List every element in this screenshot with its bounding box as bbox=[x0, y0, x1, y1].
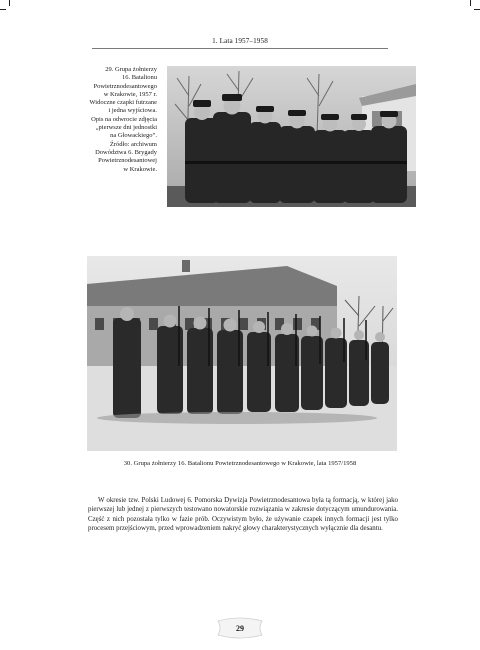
caption-line: Opis na odwrocie zdjęcia bbox=[91, 115, 157, 123]
caption-line: Widoczne czapki futrzane bbox=[89, 99, 157, 107]
caption-line: na Głowackiego”. bbox=[110, 132, 157, 140]
photo-30-soldiers-line bbox=[87, 256, 397, 451]
caption-line: Źródło: archiwum bbox=[109, 140, 157, 148]
photo-29-caption bbox=[64, 66, 157, 174]
crop-mark bbox=[0, 9, 6, 10]
caption-line: 16. Batalionu bbox=[121, 74, 157, 82]
crop-mark bbox=[9, 0, 10, 6]
photo-29-soldiers-group bbox=[167, 66, 416, 207]
caption-line: 29. Grupa żołnierzy bbox=[105, 66, 157, 73]
crop-mark bbox=[474, 9, 480, 10]
caption-line: w Krakowie. bbox=[123, 165, 157, 173]
photo-30-caption: 30. Grupa żołnierzy 16. Batalionu Powietrznodesantowego w Krakowie, lata 1957/1958 bbox=[123, 460, 357, 467]
caption-line: Dowództwa 6. Brygady bbox=[95, 148, 157, 156]
caption-line: Powietrznodesantowego bbox=[93, 82, 157, 90]
header-rule bbox=[92, 48, 388, 49]
caption-line: Powietrznodesantowej bbox=[98, 157, 157, 165]
running-head: 1. Lata 1957–1958 bbox=[212, 37, 268, 45]
caption-line: i jedna wyjściowa. bbox=[108, 107, 157, 115]
caption-line: „pierwsze dni jednostki bbox=[95, 124, 157, 132]
body-text bbox=[88, 496, 398, 533]
page-number: 29 bbox=[236, 624, 244, 633]
body-paragraph: W okresie tzw. Polski Ludowej 6. Pomorska Dywizja Powietrznodesantowa była tą formacją, w której jako pierwszej lub jednej z pierwszych testowano nowatorskie rozwiązania w zakresie dotyczącym umundurowania. Część z nich pozostała tylko w fazie prób. Oczywistym było, że używanie czapek innych formacji jest tylko procesem przejściowym, przed wprowadzeniem nakryć głowy charakterystycznych wyłącznie dla desantu. bbox=[88, 497, 398, 532]
crop-mark bbox=[470, 0, 471, 6]
caption-line: w Krakowie, 1957 r. bbox=[103, 90, 157, 98]
